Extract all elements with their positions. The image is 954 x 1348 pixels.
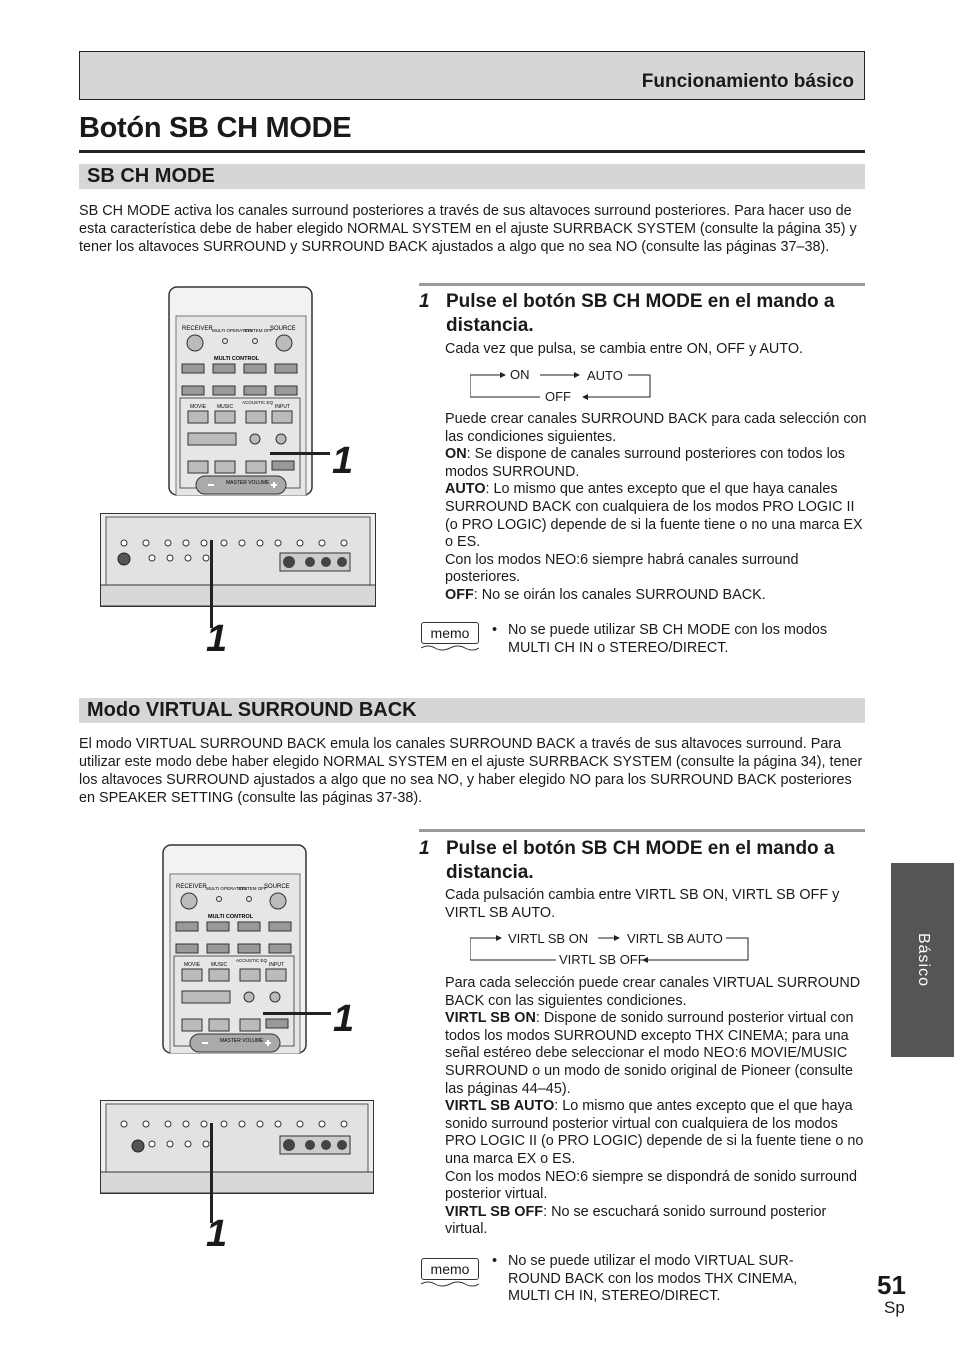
cycle-intro: Cada pulsación cambia entre VIRTL SB ON, VIRTL SB OFF y VIRTL SB AUTO. — [445, 887, 840, 921]
memo-text: No se puede utilizar SB CH MODE con los modos MULTI CH IN o STEREO/DIRECT. — [508, 622, 828, 656]
desc-on-text: : Se dispone de canales surround posteriores con todos los modos SURROUND. — [445, 446, 845, 480]
desc-on-label: VIRTL SB ON — [445, 1010, 536, 1027]
callout-line — [210, 540, 213, 628]
bullet-dot: • — [492, 622, 498, 638]
desc-neo: Con los modos NEO:6 siempre se dispondrá de sonido surround posterior virtual. — [445, 1168, 857, 1203]
callout-line — [270, 452, 330, 455]
step-title: Pulse el botón SB CH MODE en el mando a distancia. — [446, 838, 835, 883]
section-header-box — [79, 51, 865, 100]
desc-auto-text: : Lo mismo que antes excepto que el que haya canales SURROUND BACK con cualquiera de los modos PRO LOGIC II (o PRO LOGIC) depende de si la fuente tiene o no una marca EX o ES. — [445, 481, 863, 551]
desc-auto-label: VIRTL SB AUTO — [445, 1098, 555, 1115]
desc-auto-label: AUTO — [445, 481, 486, 498]
desc-off — [445, 587, 870, 605]
desc-off-label: OFF — [445, 586, 474, 603]
cycle-intro: Cada vez que pulsa, se cambia entre ON, OFF y AUTO. — [445, 341, 804, 357]
desc-auto — [445, 481, 870, 551]
cycle-off: OFF — [545, 389, 571, 404]
desc-on-label: ON — [445, 446, 467, 463]
memo-text: No se puede utilizar el modo VIRTUAL SUR-ROUND BACK con los modos THX CINEMA, MULTI CH IN, STEREO/DIRECT. — [508, 1253, 798, 1305]
section-heading-virtual-surround-back — [79, 698, 865, 723]
remote-acoustic-label: ACOUSTIC EQ — [242, 400, 274, 405]
desc-intro: Para cada selección puede crear canales VIRTUAL SURROUND BACK con las siguientes condiciones. — [445, 975, 861, 1009]
remote-acoustic-label: ACOUSTIC EQ — [236, 958, 268, 963]
callout-line — [263, 1012, 331, 1015]
remote-receiver-label: RECEIVER — [182, 326, 213, 332]
chapter-side-tab — [891, 863, 954, 1057]
step-heading — [419, 837, 865, 887]
cycle-virtl-off: VIRTL SB OFF — [559, 952, 646, 967]
step-description — [445, 411, 870, 605]
memo-wave-icon — [421, 1280, 479, 1288]
remote-input-label: INPUT — [269, 962, 284, 968]
remote-systemoff-label: SYSTEM OFF — [244, 328, 273, 333]
desc-on-text: : Dispone de sonido surround posterior virtual con todos los modos SURROUND excepto THX CINEMA; para una señal estéreo debe seleccionar el modo NEO:6 MOVIE/MUSIC SURROUND o un modo de sonido original de Pioneer (consulte las páginas 44–45). — [445, 1010, 854, 1097]
cycle-on: ON — [510, 367, 530, 382]
memo-icon — [421, 622, 479, 652]
step-rule — [419, 829, 865, 832]
remote-movie-label: MOVIE — [190, 404, 207, 410]
mode-cycle-diagram — [470, 367, 660, 404]
receiver-front-panel-illustration — [100, 513, 376, 607]
desc-off-label: VIRTL SB OFF — [445, 1203, 544, 1220]
remote-systemoff-label: SYSTEM OFF — [238, 886, 267, 891]
remote-control-illustration — [162, 844, 308, 1054]
desc-intro: Puede crear canales SURROUND BACK para cada selección con las condiciones siguientes. — [445, 411, 867, 445]
callout-line — [210, 1123, 213, 1223]
step-number: 1 — [419, 838, 430, 859]
remote-source-label: SOURCE — [264, 884, 290, 890]
step-heading — [419, 290, 865, 340]
memo-wave-icon — [421, 644, 479, 652]
title-rule — [79, 150, 865, 153]
desc-auto — [445, 1098, 870, 1168]
page-title: Botón SB CH MODE — [79, 112, 352, 144]
desc-auto-text: : Lo mismo que antes excepto que el que haya sonido surround posterior virtual con cualquiera de los modos PRO LOGIC II (o PRO LOGIC) depende de si la fuente tiene o no una marca EX o ES. — [445, 1098, 864, 1167]
remote-control-illustration — [168, 286, 314, 496]
step-description — [445, 975, 870, 1239]
callout-number: 1 — [206, 1213, 228, 1255]
memo-icon — [421, 1258, 479, 1288]
desc-off-text: : No se escuchará sonido surround posterior virtual. — [445, 1203, 827, 1238]
remote-multicontrol-label: MULTI CONTROL — [214, 356, 260, 362]
step-title: Pulse el botón SB CH MODE en el mando a distancia. — [446, 291, 835, 336]
desc-on — [445, 1010, 870, 1098]
bullet-dot: • — [492, 1253, 498, 1269]
section-heading-sb-ch-mode — [79, 164, 865, 189]
desc-on — [445, 446, 870, 481]
remote-receiver-label: RECEIVER — [176, 884, 207, 890]
chapter-side-tab-label: Básico — [914, 932, 932, 988]
section-header-label: Funcionamiento básico — [641, 71, 854, 92]
remote-movie-label: MOVIE — [184, 962, 201, 968]
desc-off-text: : No se oirán los canales SURROUND BACK. — [473, 586, 766, 603]
remote-music-label: MUSIC — [217, 404, 234, 410]
memo-label: memo — [421, 622, 479, 644]
page-number: 51 — [877, 1270, 906, 1300]
step-number: 1 — [419, 291, 430, 312]
intro-paragraph: El modo VIRTUAL SURROUND BACK emula los canales SURROUND BACK a través de sus altavoces surround. Para utilizar este modo debe haber elegido NORMAL SYSTEM en el ajuste SURRBACK SYSTEM (consulte la página 34), tener los altavoces SURROUND ajustados a algo que no sea NO, y haber elegido NO para los SURROUND BACK posteriores en SPEAKER SETTING (consulte las páginas 37-38). — [79, 736, 863, 806]
remote-multicontrol-label: MULTI CONTROL — [208, 914, 254, 920]
remote-source-label: SOURCE — [270, 326, 296, 332]
desc-off — [445, 1204, 870, 1239]
intro-paragraph: SB CH MODE activa los canales surround posteriores a través de sus altavoces surround posteriores. Para hacer uso de esta característica debe de haber elegido NORMAL SYSTEM en el ajuste SURRBACK SYSTEM (consulte la página 35) y tener los altavoces SURROUND y SURROUND BACK ajustados a algo que no sea NO (consulte las páginas 37–38). — [79, 203, 857, 255]
remote-music-label: MUSIC — [211, 962, 228, 968]
step-rule — [419, 283, 865, 286]
memo-note — [492, 1253, 832, 1307]
remote-input-label: INPUT — [275, 404, 290, 410]
callout-number: 1 — [206, 618, 228, 660]
cycle-virtl-auto: VIRTL SB AUTO — [627, 931, 723, 946]
remote-mastervolume-label: MASTER VOLUME — [220, 1038, 264, 1044]
page-language: Sp — [884, 1298, 905, 1317]
remote-multiop-label: MULTI OPERATION — [212, 328, 253, 333]
mode-cycle-diagram — [470, 930, 760, 966]
receiver-front-panel-illustration — [100, 1100, 374, 1194]
desc-neo: Con los modos NEO:6 siempre habrá canales surround posteriores. — [445, 551, 799, 586]
callout-number: 1 — [333, 998, 355, 1040]
memo-note — [492, 622, 870, 658]
memo-label: memo — [421, 1258, 479, 1280]
callout-number: 1 — [332, 440, 354, 482]
cycle-auto: AUTO — [587, 368, 623, 383]
remote-mastervolume-label: MASTER VOLUME — [226, 480, 270, 486]
cycle-virtl-on: VIRTL SB ON — [508, 931, 589, 946]
section-heading-text: SB CH MODE — [87, 165, 215, 187]
section-heading-text: Modo VIRTUAL SURROUND BACK — [87, 699, 417, 721]
remote-multiop-label: MULTI OPERATION — [206, 886, 247, 891]
